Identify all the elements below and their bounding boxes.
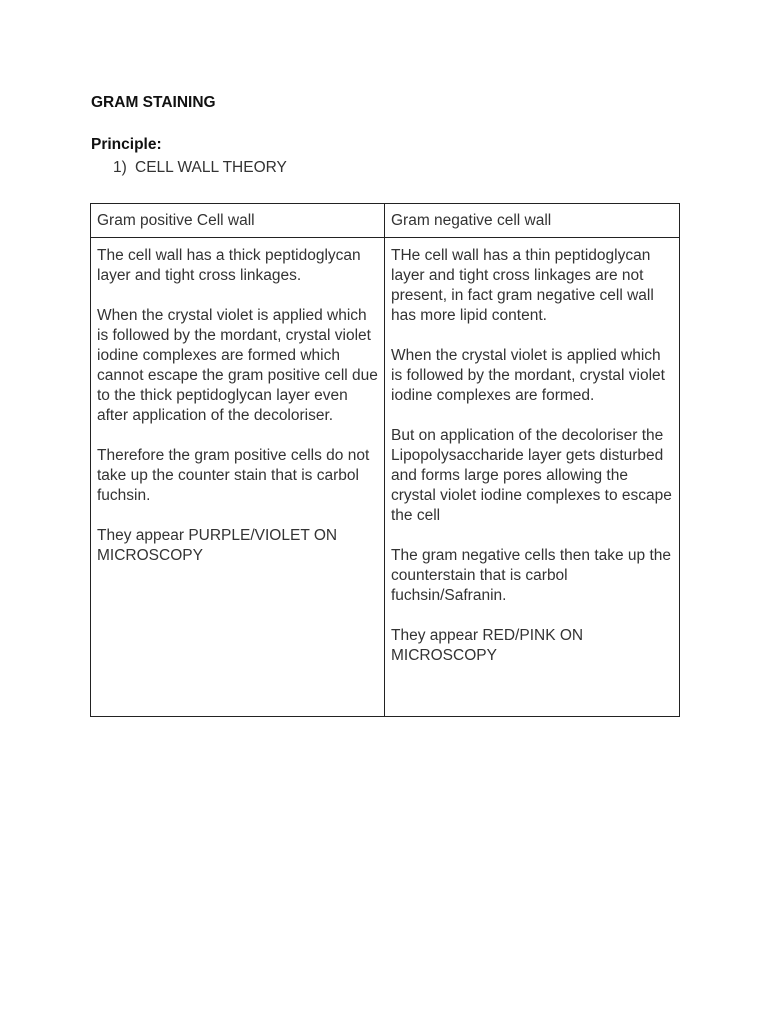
positive-paragraph: When the crystal violet is applied which is followed by the mordant, crystal violet iodine complexes are formed which cannot escape the gram positive cell due to the thick peptidoglycan layer even after application of the decoloriser. [97, 307, 378, 424]
document-title: GRAM STAINING [91, 94, 216, 111]
positive-paragraph: They appear PURPLE/VIOLET ON MICROSCOPY [97, 527, 338, 564]
gram-negative-cell [385, 238, 680, 717]
negative-paragraph: When the crystal violet is applied which is followed by the mordant, crystal violet iodine complexes are formed. [391, 347, 665, 404]
theory-list-item [113, 158, 287, 178]
gram-positive-cell [91, 238, 385, 717]
header-gram-negative: Gram negative cell wall [385, 204, 680, 238]
principle-label: Principle: [91, 136, 162, 153]
list-number: 1) [113, 159, 127, 176]
negative-paragraph: But on application of the decoloriser the Lipopolysaccharide layer gets disturbed and forms large pores allowing the crystal violet iodine complexes to escape the cell [391, 427, 672, 524]
positive-paragraph: Therefore the gram positive cells do not take up the counter stain that is carbol fuchsin. [97, 447, 370, 504]
comparison-table [90, 203, 680, 717]
negative-paragraph: The gram negative cells then take up the counterstain that is carbol fuchsin/Safranin. [391, 547, 672, 604]
negative-paragraph: THe cell wall has a thin peptidoglycan layer and tight cross linkages are not present, in fact gram negative cell wall has more lipid content. [391, 247, 654, 324]
header-gram-positive: Gram positive Cell wall [91, 204, 385, 238]
theory-text: CELL WALL THEORY [135, 159, 287, 176]
positive-paragraph: The cell wall has a thick peptidoglycan layer and tight cross linkages. [97, 247, 361, 284]
negative-paragraph: They appear RED/PINK ON MICROSCOPY [391, 627, 584, 664]
table-body-row [91, 238, 680, 717]
table-header-row [91, 204, 680, 238]
